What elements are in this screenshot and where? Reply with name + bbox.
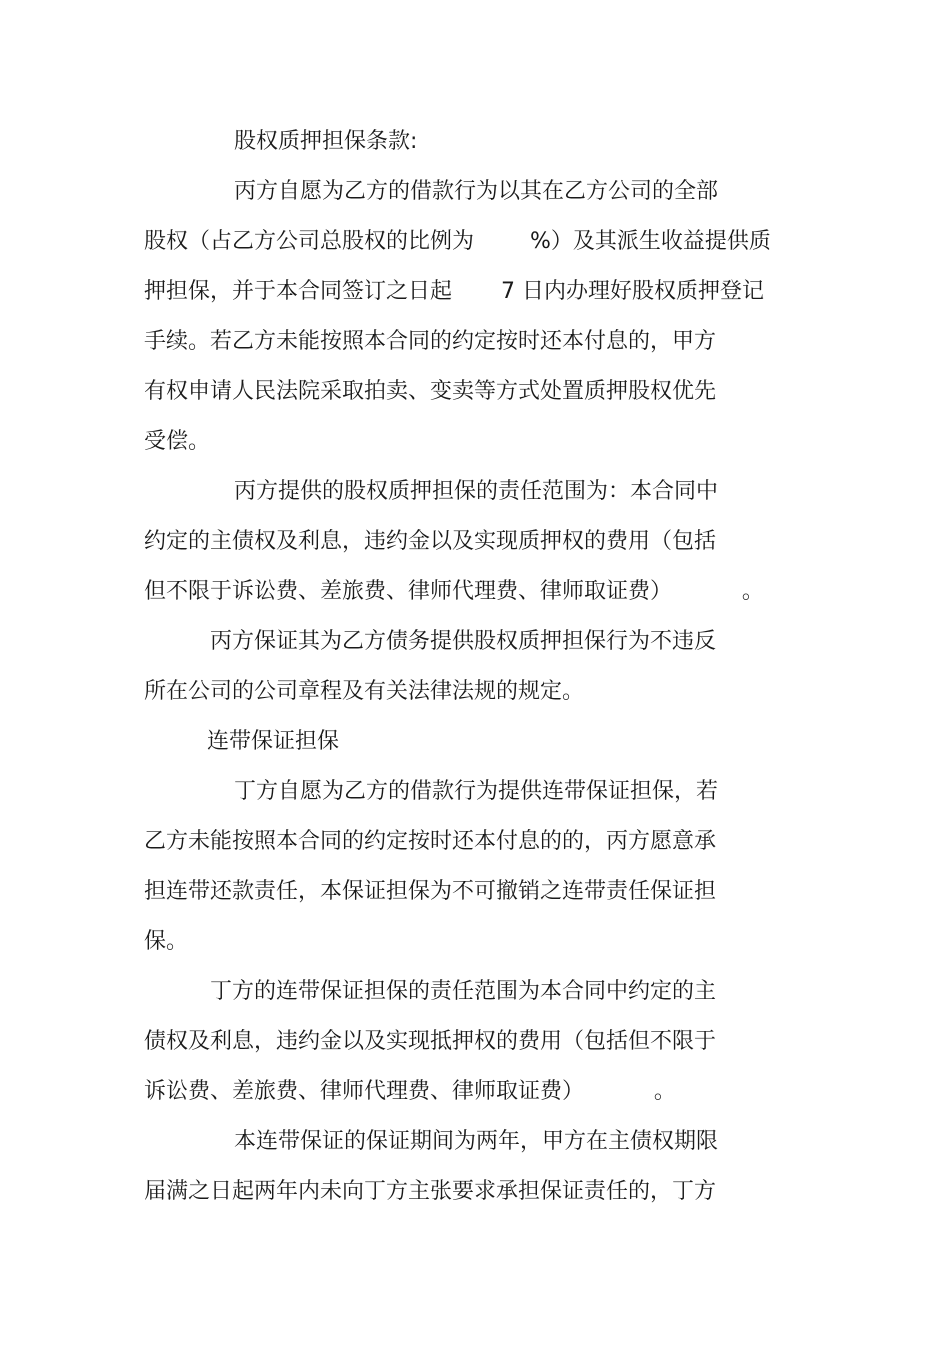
paragraph-line: 债权及利息，违约金以及实现抵押权的费用（包括但不限于 [144,1029,717,1054]
paragraph-line: 押担保，并于本合同签订之日起 7 日内办理好股权质押登记 [144,279,764,304]
paragraph-line: 担连带还款责任，本保证担保为不可撤销之连带责任保证担 [144,879,717,904]
paragraph-line: 受偿。 [144,429,211,454]
section-heading-equity-pledge: 股权质押担保条款: [234,129,418,154]
paragraph-line: 丙方提供的股权质押担保的责任范围为：本合同中 [234,479,719,504]
paragraph-line: 但不限于诉讼费、差旅费、律师代理费、律师取证费） 。 [144,579,764,604]
paragraph-line: 丙方自愿为乙方的借款行为以其在乙方公司的全部 [234,179,719,204]
paragraph-line: 乙方未能按照本合同的约定按时还本付息的的，丙方愿意承 [144,829,717,854]
paragraph-line: 丙方保证其为乙方债务提供股权质押担保行为不违反 [210,629,717,654]
paragraph-line: 保。 [144,929,189,954]
paragraph-line: 丁方的连带保证担保的责任范围为本合同中约定的主 [210,979,717,1004]
paragraph-line: 丁方自愿为乙方的借款行为提供连带保证担保，若 [234,779,719,804]
paragraph-line: 所在公司的公司章程及有关法律法规的规定。 [144,679,585,704]
paragraph-line: 诉讼费、差旅费、律师代理费、律师取证费） 。 [144,1079,676,1104]
paragraph-line: 有权申请人民法院采取拍卖、变卖等方式处置质押股权优先 [144,379,717,404]
paragraph-line: 手续。若乙方未能按照本合同的约定按时还本付息的，甲方 [144,329,717,354]
paragraph-line: 届满之日起两年内未向丁方主张要求承担保证责任的，丁方 [144,1179,717,1204]
section-heading-joint-guarantee: 连带保证担保 [207,729,340,754]
paragraph-line: 股权（占乙方公司总股权的比例为 %）及其派生收益提供质 [144,229,771,254]
paragraph-line: 本连带保证的保证期间为两年，甲方在主债权期限 [234,1129,719,1154]
paragraph-line: 约定的主债权及利息，违约金以及实现质押权的费用（包括 [144,529,717,554]
